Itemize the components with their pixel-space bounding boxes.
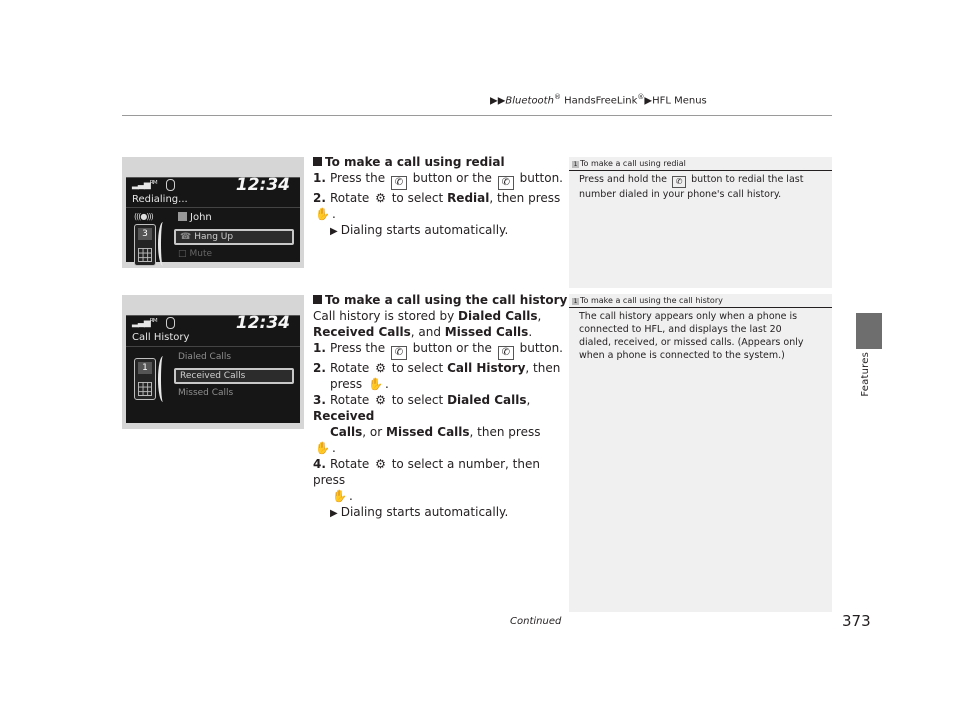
bluetooth-icon — [166, 317, 175, 329]
breadcrumb-arrow-icon: ▶ — [644, 95, 653, 107]
clock: 12:34 — [235, 175, 290, 195]
signal-icon: ▂▃▅ᴿᴹ — [132, 180, 157, 190]
result-arrow-icon: ▶ — [330, 508, 338, 519]
contact-name: John — [178, 212, 212, 223]
header-divider — [122, 115, 832, 116]
chapter-label: Features — [860, 352, 871, 397]
selector-knob-icon: ⚙ — [375, 393, 386, 407]
enter-button-icon: ✋ — [315, 207, 330, 221]
enter-button-icon: ✋ — [368, 377, 383, 391]
section-heading: To make a call using redial — [313, 154, 563, 170]
continued-label: Continued — [510, 616, 562, 627]
menu-item-received-calls: Received Calls — [174, 368, 294, 384]
menu-item-hang-up: ☎ Hang Up — [174, 229, 294, 245]
phone-graphic-icon: 1 — [134, 358, 156, 400]
breadcrumb-brand: Bluetooth — [505, 95, 554, 107]
call-history-screen-image — [122, 295, 304, 429]
step: 1. Press the ✆ button or the ✆ button. — [313, 171, 563, 188]
note-body: Press and hold the ✆ button to redial the last number dialed in your phone's call history. — [579, 174, 804, 200]
note-call-history — [569, 294, 832, 612]
menu-item-mute: □ Mute — [178, 249, 213, 259]
phone-icon: ✆ — [391, 346, 407, 360]
menu-item-missed-calls: Missed Calls — [178, 388, 234, 398]
section-bullet-icon — [313, 157, 322, 166]
screen-title: Redialing... — [132, 194, 188, 205]
result: ▶ Dialing starts automatically. — [330, 505, 509, 519]
redial-screen-image — [122, 157, 304, 268]
result: ▶ Dialing starts automatically. — [330, 223, 509, 237]
redial-section — [313, 154, 563, 240]
pickup-icon: ✆ — [498, 176, 514, 190]
phone-graphic-icon: 3 — [134, 224, 156, 266]
section-bullet-icon — [313, 295, 322, 304]
enter-button-icon: ✋ — [315, 441, 330, 455]
phone-icon: ✆ — [391, 176, 407, 190]
step: 2. Rotate ⚙ to select Redial, then press ✋ . — [313, 191, 561, 221]
bluetooth-icon — [166, 179, 175, 191]
note-icon: 1 — [573, 161, 578, 168]
contact-icon — [178, 212, 187, 221]
step: 3. Rotate ⚙ to select Dialed Calls, Received Calls, or Missed Calls, then press ✋ . — [313, 393, 541, 455]
screen-title: Call History — [132, 332, 190, 343]
step: 2. Rotate ⚙ to select Call History, then press ✋ . — [313, 361, 561, 391]
breadcrumb-arrow-icon: ▶▶ — [490, 95, 506, 107]
selector-knob-icon: ⚙ — [375, 457, 386, 471]
note-title: 1 To make a call using redial — [573, 159, 686, 168]
step: 4. Rotate ⚙ to select a number, then press ✋ . — [313, 457, 540, 503]
step: 1. Press the ✆ button or the ✆ button. — [313, 341, 563, 358]
menu-item-dialed-calls: Dialed Calls — [178, 352, 232, 362]
clock: 12:34 — [235, 313, 290, 333]
calling-waves-icon: (((●))) — [134, 212, 153, 221]
signal-icon: ▂▃▅ᴿᴹ — [132, 318, 157, 328]
breadcrumb: ▶▶Bluetooth® HandsFreeLink®▶HFL Menus — [490, 93, 707, 107]
section-heading: To make a call using the call history — [313, 292, 563, 308]
result-arrow-icon: ▶ — [330, 226, 338, 237]
breadcrumb-section: HFL Menus — [652, 95, 707, 107]
pickup-icon: ✆ — [498, 346, 514, 360]
selector-knob-icon: ⚙ — [375, 191, 386, 205]
note-redial — [569, 157, 832, 288]
note-icon: 1 — [573, 298, 578, 305]
call-history-section — [313, 292, 568, 522]
page-number: 373 — [842, 612, 871, 630]
selector-knob-icon: ⚙ — [375, 361, 386, 375]
intro: Call history is stored by Dialed Calls, Received Calls, and Missed Calls. — [313, 309, 542, 339]
note-body: The call history appears only when a phone is connected to HFL, and displays the last 20 dialed, received, or missed calls. (Appears only when a phone is connected to the system.) — [579, 311, 804, 361]
pickup-icon: ✆ — [672, 176, 686, 188]
note-title: 1 To make a call using the call history — [573, 296, 723, 305]
enter-button-icon: ✋ — [332, 489, 347, 503]
chapter-tab — [856, 313, 882, 349]
